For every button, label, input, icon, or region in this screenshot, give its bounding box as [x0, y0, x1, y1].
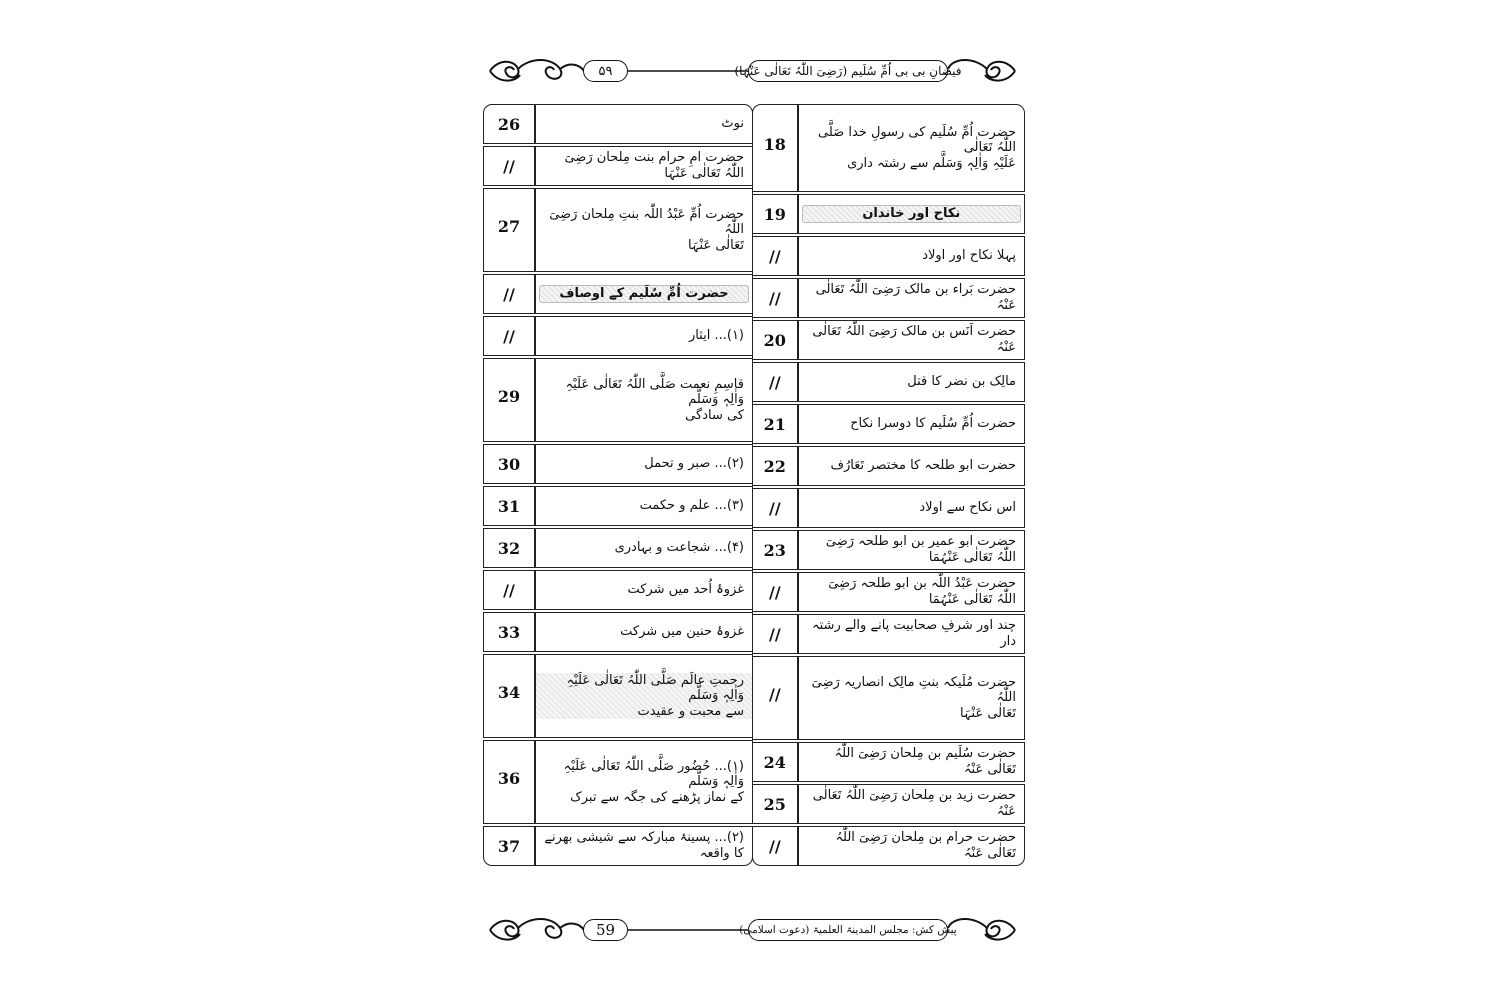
toc-page-cell — [752, 320, 798, 360]
page-number-latin: 59 — [583, 919, 628, 941]
toc-row — [752, 446, 1025, 486]
toc-topic-line: کے نماز پڑھنے کی جگہ سے تبرک — [570, 789, 744, 805]
toc-topic — [799, 248, 1024, 264]
toc-topic — [799, 746, 1024, 777]
toc-topic-line: حضرت اَنَس بن مالک رَضِیَ اللّٰہُ تَعَالٰی عَنْہُ — [812, 324, 1016, 355]
toc-page-cell — [483, 274, 535, 314]
toc-topic — [536, 673, 752, 720]
toc-row — [483, 528, 753, 568]
toc-topic-cell — [535, 188, 753, 272]
toc-topic — [536, 830, 752, 861]
toc-topic-cell — [798, 826, 1025, 866]
toc-topic-cell — [798, 530, 1025, 570]
toc-topic-cell — [798, 194, 1025, 234]
toc-topic-line: حضرت مُلَیکہ بنتِ مالِک انصاریہ رَضِیَ اللّٰہُ — [811, 674, 1016, 706]
book-title: فیضانِ بی بی اُمِّ سُلَیم (رَضِیَ اللّٰہُ تَعَالٰی عَنْہَا) — [748, 60, 948, 82]
toc-topic-cell — [535, 274, 753, 314]
toc-page-cell — [483, 316, 535, 356]
toc-row — [483, 654, 753, 738]
toc-row — [752, 656, 1025, 740]
toc-row — [752, 320, 1025, 360]
toc-page-number: // — [503, 284, 515, 304]
toc-page-number: // — [768, 624, 781, 644]
toc-topic-line: حضرت ابو عمیر بن ابو طلحہ رَضِیَ اللّٰہُ تَعَالٰی عَنْہُمَا — [825, 534, 1016, 565]
toc-page-number: // — [768, 372, 781, 392]
toc-topic-line: حضرت اُمِّ سُلَیم کے اوصاف — [559, 286, 729, 302]
toc-page-number: 33 — [497, 622, 521, 642]
toc-page-cell — [483, 826, 535, 866]
toc-topic-line: غزوۂ اُحد میں شرکت — [627, 582, 744, 598]
toc-row — [752, 530, 1025, 570]
toc-topic-line: رحمتِ عالَم صَلَّی اللّٰہُ تَعَالٰی عَلَیْہِ وَاٰلِہٖ وَسَلَّم — [566, 672, 744, 704]
toc-topic-line: سے محبت و عقیدت — [637, 703, 744, 719]
toc-page-number: 34 — [497, 682, 521, 702]
toc-topic — [536, 456, 752, 472]
toc-topic-cell — [798, 656, 1025, 740]
toc-topic-line: (۲)... پسینۂ مبارکہ سے شیشی بھرنے کا واقعہ — [544, 830, 744, 861]
toc-topic-cell — [535, 654, 753, 738]
toc-page-cell — [483, 104, 535, 144]
toc-page-number: 24 — [763, 752, 786, 772]
toc-page-number: 21 — [763, 414, 786, 434]
toc-topic-line: (۴)... شجاعت و بہادری — [614, 540, 744, 556]
toc-topic-line: حضرت ابو طلحہ کا مختصر تَعَارُف — [830, 458, 1016, 474]
toc-topic-line: غزوۂ حنین میں شرکت — [620, 624, 744, 640]
toc-row — [483, 188, 753, 272]
toc-row — [752, 572, 1025, 612]
toc-row — [752, 278, 1025, 318]
toc-topic — [799, 125, 1024, 172]
toc-row — [752, 742, 1025, 782]
toc-topic-line: حضرت عَبْدُ اللّٰہ بن ابو طلحہ رَضِیَ اللّٰہُ تَعَالٰی عَنْہُمَا — [828, 576, 1016, 607]
toc-topic — [536, 759, 752, 806]
toc-row — [483, 104, 753, 144]
toc-topic — [799, 675, 1024, 722]
toc-page-cell — [752, 236, 798, 276]
toc-topic-line: حضرت زید بن مِلحان رَضِیَ اللّٰہُ تَعَالٰی عَنْہُ — [812, 788, 1016, 819]
toc-page-number: 27 — [497, 216, 521, 236]
toc-row — [752, 784, 1025, 824]
toc-row — [752, 826, 1025, 866]
toc-topic-cell — [798, 320, 1025, 360]
toc-page-cell — [483, 188, 535, 272]
toc-page-cell — [483, 528, 535, 568]
toc-table-right — [752, 102, 1025, 868]
toc-page-cell — [483, 358, 535, 442]
toc-topic-cell — [535, 740, 753, 824]
toc-topic-cell — [798, 572, 1025, 612]
toc-page-number: // — [768, 836, 781, 856]
book-page — [480, 55, 1025, 945]
toc-page-cell — [752, 278, 798, 318]
footer-band — [480, 910, 1025, 950]
toc-page-number: 22 — [763, 456, 786, 476]
toc-topic — [799, 282, 1024, 313]
toc-topic — [799, 500, 1024, 516]
toc-page-number: // — [503, 326, 515, 346]
toc-page-number: // — [503, 156, 515, 176]
toc-topic-line: حضرت حرام بن مِلحان رَضِیَ اللّٰہُ تَعَالٰی عَنْہُ — [835, 830, 1016, 861]
toc-topic-cell — [798, 104, 1025, 192]
toc-page-cell — [483, 612, 535, 652]
toc-topic-cell — [535, 146, 753, 186]
toc-topic — [536, 377, 752, 424]
toc-page-number: 30 — [497, 454, 521, 474]
toc-page-cell — [483, 654, 535, 738]
toc-page-number: 32 — [497, 538, 521, 558]
toc-page-number: // — [768, 246, 781, 266]
toc-topic-cell — [798, 614, 1025, 654]
toc-topic — [799, 534, 1024, 565]
toc-topic-cell — [798, 404, 1025, 444]
toc-topic-cell — [798, 362, 1025, 402]
toc-topic — [799, 618, 1024, 649]
toc-page-cell — [752, 614, 798, 654]
toc-topic-line: قاسِمِ نعمت صَلَّی اللّٰہُ تَعَالٰی عَلَیْہِ وَاٰلِہٖ وَسَلَّم — [565, 376, 744, 408]
toc-row — [752, 614, 1025, 654]
toc-topic-line: کی سادگی — [685, 407, 744, 423]
section-heading — [802, 205, 1021, 223]
toc-page-cell — [752, 784, 798, 824]
toc-topic — [799, 788, 1024, 819]
toc-page-cell — [752, 656, 798, 740]
toc-topic — [536, 624, 752, 640]
toc-topic — [536, 116, 752, 132]
toc-table-left — [483, 102, 753, 868]
toc-page-number: // — [768, 288, 781, 308]
toc-topic-line: تَعَالٰی عَنْہَا — [959, 705, 1016, 721]
toc-topic-cell — [535, 570, 753, 610]
toc-page-number: 23 — [763, 540, 786, 560]
toc-row — [752, 362, 1025, 402]
toc-topic-cell — [535, 444, 753, 484]
toc-topic-cell — [798, 742, 1025, 782]
toc-page-cell — [752, 362, 798, 402]
toc-page-cell — [752, 194, 798, 234]
toc-topic-line: حضرت سُلَیم بن مِلحان رَضِیَ اللّٰہُ تَعَالٰی عَنْہُ — [834, 746, 1016, 777]
toc-page-cell — [483, 486, 535, 526]
toc-topic-cell — [535, 486, 753, 526]
toc-page-number: // — [768, 684, 781, 704]
toc-row — [483, 358, 753, 442]
toc-page-number: 37 — [497, 836, 521, 856]
toc-topic-cell — [535, 104, 753, 144]
toc-topic-cell — [798, 488, 1025, 528]
toc-topic — [536, 498, 752, 514]
toc-page-cell — [483, 740, 535, 824]
toc-row — [483, 146, 753, 186]
toc-topic-line: مالِک بن نضر کا قتل — [907, 374, 1016, 390]
toc-row — [483, 316, 753, 356]
toc-row — [483, 570, 753, 610]
toc-page-number: 19 — [763, 204, 786, 224]
toc-page-number: 29 — [497, 386, 521, 406]
toc-topic — [799, 416, 1024, 432]
toc-page-cell — [483, 444, 535, 484]
toc-page-cell — [483, 570, 535, 610]
toc-row — [752, 236, 1025, 276]
toc-topic-line: نوٹ — [721, 116, 744, 132]
toc-topic — [799, 324, 1024, 355]
toc-page-cell — [752, 530, 798, 570]
toc-page-cell — [752, 446, 798, 486]
toc-row — [752, 488, 1025, 528]
toc-topic-line: حضرت اُمِّ عَبْدُ اللّٰہ بنتِ مِلحان رَضِیَ اللّٰہُ — [549, 206, 744, 238]
toc-topic — [799, 458, 1024, 474]
toc-topic-cell — [798, 278, 1025, 318]
toc-page-number: 18 — [763, 134, 786, 154]
toc-topic-cell — [798, 446, 1025, 486]
toc-page-number: // — [503, 580, 515, 600]
toc-topic-line: حضرت امِ حرام بنت مِلحان رَضِیَ اللّٰہُ تَعَالٰی عَنْہَا — [564, 150, 744, 181]
toc-row — [483, 826, 753, 866]
toc-page-cell — [752, 404, 798, 444]
toc-topic-cell — [535, 358, 753, 442]
toc-row — [483, 486, 753, 526]
toc-page-number: // — [768, 582, 781, 602]
toc-topic — [536, 540, 752, 556]
header-band — [480, 55, 1025, 95]
toc-topic-line: حضرت بَراء بن مالک رَضِیَ اللّٰہُ تَعَالٰی عَنْہُ — [815, 282, 1016, 313]
toc-row — [752, 404, 1025, 444]
toc-topic — [799, 576, 1024, 607]
toc-row — [752, 104, 1025, 192]
toc-row — [483, 740, 753, 824]
toc-topic-cell — [798, 784, 1025, 824]
toc-topic — [799, 374, 1024, 390]
toc-row — [752, 194, 1025, 234]
toc-page-cell — [752, 742, 798, 782]
toc-topic-line: حضرت اُمِّ سُلَیم کی رسولِ خدا صَلَّی اللّٰہُ تَعَالٰی — [818, 124, 1016, 156]
toc-topic — [536, 582, 752, 598]
toc-topic — [536, 207, 752, 254]
toc-page-cell — [483, 146, 535, 186]
toc-topic-line: (۲)... صبر و تحمل — [644, 456, 744, 472]
toc-row — [483, 612, 753, 652]
toc-topic-cell — [798, 236, 1025, 276]
toc-topic-cell — [535, 612, 753, 652]
toc-topic-line: اس نکاح سے اولاد — [919, 500, 1016, 516]
toc-row — [483, 274, 753, 314]
toc-page-cell — [752, 826, 798, 866]
toc-page-number: 25 — [763, 794, 786, 814]
toc-page-cell — [752, 488, 798, 528]
publisher-credit: پیش کش: مجلس المدینۃ العلمیۃ (دعوت اسلامی) — [748, 919, 948, 941]
toc-page-number: // — [768, 498, 781, 518]
toc-topic-line: (۱)... حُضُور صَلَّی اللّٰہُ تَعَالٰی عَلَیْہِ وَاٰلِہٖ وَسَلَّم — [563, 758, 744, 790]
toc-topic — [536, 328, 752, 344]
page-number-urdu: ۵۹ — [583, 60, 628, 82]
toc-topic-line: حضرت اُمِّ سُلَیم کا دوسرا نکاح — [850, 416, 1016, 432]
toc-page-number: 36 — [497, 768, 521, 788]
toc-page-cell — [752, 572, 798, 612]
toc-page-number: 26 — [497, 114, 521, 134]
toc-topic-line: چند اور شرفِ صحابیت پانے والے رشتہ دار — [812, 618, 1016, 649]
toc-page-cell — [752, 104, 798, 192]
toc-topic-line: تَعَالٰی عَنْہَا — [687, 237, 744, 253]
toc-row — [483, 444, 753, 484]
toc-topic — [536, 150, 752, 181]
toc-topic-cell — [535, 826, 753, 866]
toc-topic-line: نکاح اور خاندان — [862, 206, 961, 222]
toc-topic-cell — [535, 316, 753, 356]
toc-topic-line: پہلا نکاح اور اولاد — [922, 248, 1016, 264]
toc-topic-line: (۱)... ایثار — [688, 328, 744, 344]
toc-page-number: 20 — [763, 330, 786, 350]
toc-topic-line: عَلَیْہِ وَاٰلِہٖ وَسَلَّم سے رشتہ داری — [847, 155, 1016, 171]
toc-topic-cell — [535, 528, 753, 568]
toc-topic-line: (۳)... علم و حکمت — [639, 498, 744, 514]
toc-topic — [799, 830, 1024, 861]
toc-page-number: 31 — [497, 496, 521, 516]
section-heading — [539, 285, 749, 303]
